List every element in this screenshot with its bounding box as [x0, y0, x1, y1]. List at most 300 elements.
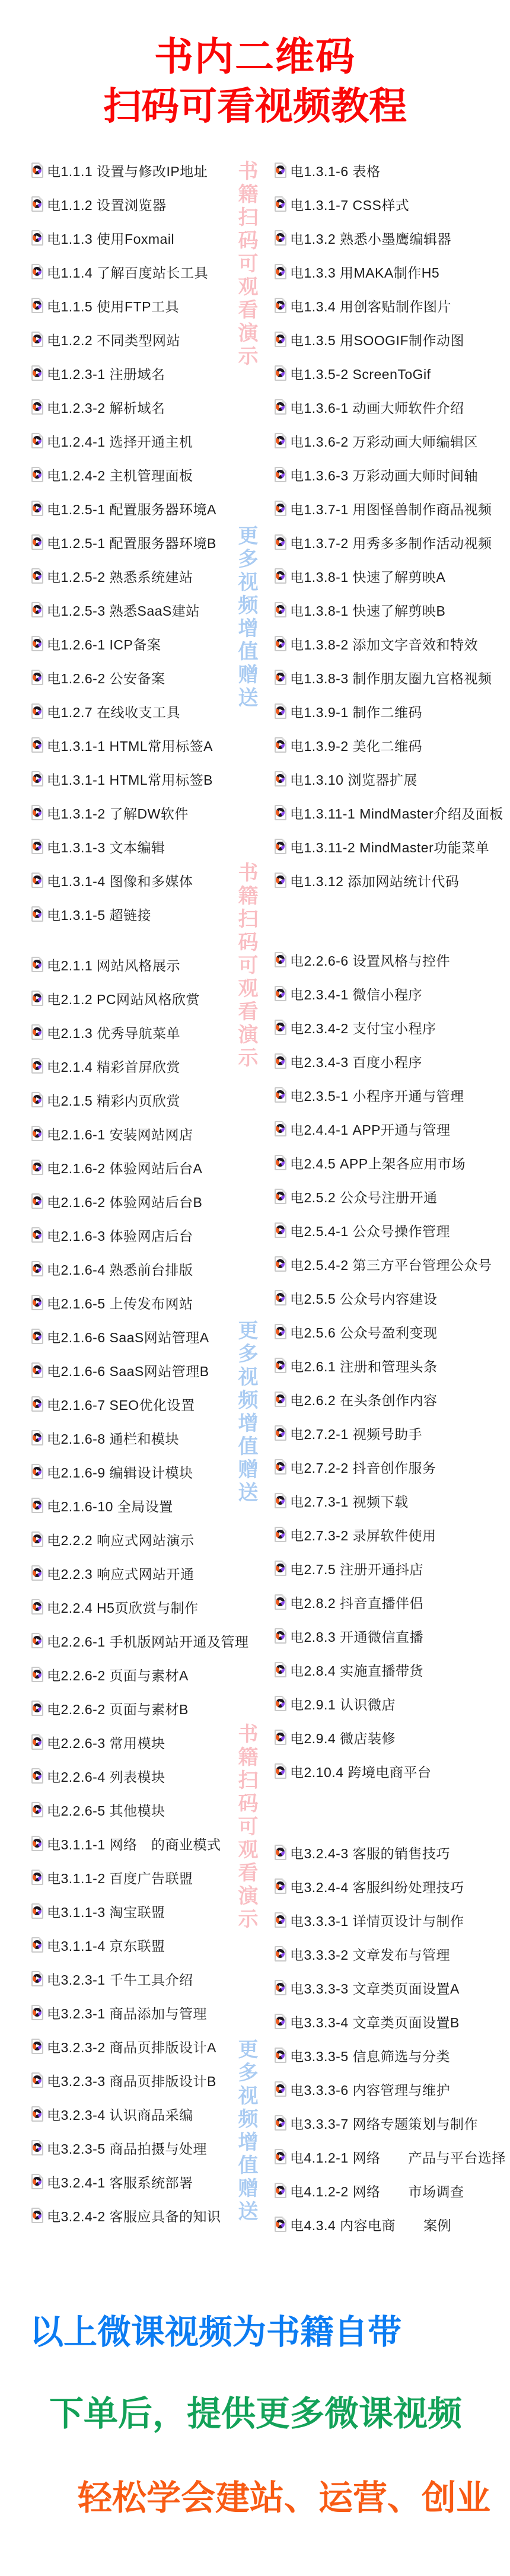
video-file-play-icon — [275, 1155, 286, 1170]
video-file-play-icon — [31, 467, 43, 482]
video-item-row — [275, 559, 445, 593]
video-item-row — [31, 948, 180, 981]
video-item-label: 电1.3.1-6 表格 — [290, 163, 381, 179]
video-file-play-icon — [275, 1358, 286, 1373]
video-item-label: 电3.1.1-4 京东联盟 — [47, 1938, 165, 1954]
video-item-row — [275, 526, 492, 559]
video-file-play-icon — [275, 163, 286, 178]
video-file-play-icon — [275, 1020, 286, 1035]
video-item-row — [31, 897, 151, 931]
video-item-row — [31, 1523, 195, 1556]
video-item-row — [275, 1971, 460, 2004]
video-file-play-icon — [275, 264, 286, 279]
video-file-play-icon — [275, 298, 286, 313]
video-file-play-icon — [31, 670, 43, 685]
video-item-label: 电2.1.5 精彩内页欣赏 — [47, 1093, 181, 1109]
video-item-label: 电1.3.11-1 MindMaster介绍及面板 — [290, 805, 503, 821]
video-item-row — [275, 661, 492, 694]
video-item-label: 电3.2.3-3 商品页排版设计B — [47, 2073, 216, 2089]
video-item-row — [31, 1083, 180, 1116]
video-item-label: 电2.1.6-7 SEO优化设置 — [47, 1397, 195, 1413]
video-item-label: 电2.1.1 网站风格展示 — [47, 957, 181, 973]
video-file-play-icon — [31, 1329, 43, 1344]
video-item-label: 电1.3.4 用创客贴制作图片 — [290, 298, 452, 314]
video-item-label: 电2.2.2 响应式网站演示 — [47, 1532, 195, 1548]
video-item-label: 电2.1.2 PC网站风格欣赏 — [47, 991, 200, 1007]
video-file-play-icon — [275, 332, 286, 347]
video-file-play-icon — [31, 1802, 43, 1817]
video-item-row — [275, 323, 464, 356]
video-item-row — [31, 2199, 221, 2232]
vertical-banner-bonus-videos: 更多视频增值赠送 — [235, 525, 257, 710]
video-item-label: 电2.2.6-6 设置风格与控件 — [290, 953, 450, 969]
video-item-label: 电1.1.5 使用FTP工具 — [47, 298, 179, 314]
video-item-row — [31, 1556, 195, 1590]
video-file-play-icon — [31, 568, 43, 584]
video-item-label: 电2.4.5 APP上架各应用市场 — [290, 1155, 466, 1171]
video-item-row — [31, 982, 200, 1015]
video-file-play-icon — [31, 332, 43, 347]
video-item-label: 电2.5.6 公众号盈利变现 — [290, 1324, 438, 1340]
video-file-play-icon — [31, 2039, 43, 2054]
video-item-label: 电2.4.4-1 APP开通与管理 — [290, 1122, 451, 1138]
video-item-label: 电2.3.4-1 微信小程序 — [290, 986, 422, 1002]
video-item-label: 电1.2.7 在线收支工具 — [47, 704, 181, 720]
video-item-label: 电2.1.6-4 熟悉前台排版 — [47, 1262, 193, 1278]
video-file-play-icon — [31, 2005, 43, 2020]
video-file-play-icon — [275, 636, 286, 651]
video-item-row — [275, 1903, 464, 1937]
video-item-row — [275, 1247, 492, 1281]
video-item-label: 电1.2.5-1 配置服务器环境B — [47, 535, 216, 551]
video-item-label: 电3.1.1-2 百度广告联盟 — [47, 1870, 193, 1886]
video-item-label: 电1.3.2 熟悉小墨鹰编辑器 — [290, 231, 452, 247]
video-file-play-icon — [31, 1464, 43, 1479]
video-file-play-icon — [31, 1126, 43, 1141]
video-item-row — [31, 1793, 165, 1826]
video-item-label: 电1.3.1-7 CSS样式 — [290, 197, 410, 213]
video-file-play-icon — [275, 1628, 286, 1644]
video-item-row — [31, 255, 208, 288]
video-file-play-icon — [275, 1222, 286, 1238]
video-item-label: 电2.1.6-6 SaaS网站管理B — [47, 1363, 209, 1379]
video-file-play-icon — [31, 298, 43, 313]
video-file-play-icon — [275, 1845, 286, 1860]
video-item-row — [275, 1870, 464, 1903]
video-file-play-icon — [275, 2183, 286, 2198]
video-item-label: 电4.3.4 内容电商 案例 — [290, 2217, 452, 2233]
video-item-label: 电2.2.6-4 列表模块 — [47, 1769, 165, 1785]
video-item-row — [275, 492, 492, 525]
video-file-play-icon — [31, 2140, 43, 2155]
video-item-row — [31, 2064, 216, 2097]
video-file-play-icon — [275, 1730, 286, 1745]
video-item-label: 电1.3.6-1 动画大师软件介绍 — [290, 400, 464, 416]
video-file-play-icon — [275, 986, 286, 1001]
video-file-play-icon — [31, 1227, 43, 1243]
video-item-label: 电1.3.5-2 ScreenToGif — [290, 366, 431, 382]
video-file-play-icon — [31, 1734, 43, 1750]
video-file-play-icon — [31, 1903, 43, 1919]
video-item-label: 电1.3.7-1 用图怪兽制作商品视频 — [290, 501, 492, 517]
video-item-label: 电1.2.6-2 公安备案 — [47, 670, 165, 686]
video-item-label: 电3.1.1-1 网络 的商业模式 — [47, 1836, 221, 1852]
video-item-label: 电1.3.5 用SOOGIF制作动图 — [290, 332, 464, 348]
video-item-label: 电2.1.6-8 通栏和模块 — [47, 1431, 179, 1447]
video-file-play-icon — [31, 805, 43, 820]
video-file-play-icon — [275, 703, 286, 719]
video-item-label: 电3.2.3-5 商品拍摄与处理 — [47, 2141, 207, 2157]
video-item-label: 电2.1.6-2 体验网站后台A — [47, 1160, 203, 1176]
video-item-row — [275, 1416, 422, 1450]
video-item-row — [31, 1996, 207, 2029]
video-file-play-icon — [275, 1696, 286, 1711]
video-file-play-icon — [31, 1633, 43, 1648]
video-item-label: 电1.2.4-1 选择开通主机 — [47, 434, 193, 450]
video-item-row — [275, 695, 422, 728]
video-item-label: 电2.3.4-3 百度小程序 — [290, 1054, 422, 1070]
video-item-row — [31, 661, 165, 694]
video-file-play-icon — [31, 1971, 43, 1986]
video-item-row — [31, 695, 180, 728]
video-item-row — [31, 424, 193, 457]
video-file-play-icon — [31, 1058, 43, 1074]
video-file-play-icon — [275, 1121, 286, 1136]
video-item-label: 电2.6.2 在头条创作内容 — [290, 1392, 438, 1408]
footer-note-included: 以上微课视频为书籍自带 — [30, 2313, 401, 2351]
video-item-row — [31, 1489, 173, 1522]
video-item-label: 电1.1.3 使用Foxmail — [47, 231, 175, 247]
video-item-row — [275, 1585, 423, 1619]
video-item-row — [31, 864, 193, 897]
video-file-play-icon — [275, 1946, 286, 1962]
video-item-row — [31, 1117, 193, 1150]
video-item-row — [275, 1836, 450, 1869]
video-item-label: 电3.2.3-2 商品页排版设计A — [47, 2039, 216, 2055]
video-item-row — [275, 762, 417, 795]
video-file-play-icon — [31, 163, 43, 178]
video-item-label: 电2.9.4 微店装修 — [290, 1730, 396, 1746]
video-item-label: 电3.3.3-7 网络专题策划与制作 — [290, 2116, 478, 2132]
video-file-play-icon — [31, 501, 43, 516]
video-item-label: 电1.3.8-1 快速了解剪映A — [290, 569, 446, 585]
video-file-play-icon — [275, 433, 286, 448]
video-file-play-icon — [275, 602, 286, 617]
video-item-row — [275, 424, 478, 457]
video-item-row — [31, 1725, 165, 1759]
video-item-row — [275, 1078, 464, 1112]
page-title-line1: 书内二维码 — [154, 34, 356, 78]
video-item-row — [275, 593, 445, 626]
video-file-play-icon — [275, 1053, 286, 1069]
video-item-label: 电2.7.5 注册开通抖店 — [290, 1561, 424, 1577]
video-file-play-icon — [31, 906, 43, 922]
video-file-play-icon — [275, 1425, 286, 1441]
video-item-row — [275, 1518, 436, 1551]
video-file-play-icon — [275, 1493, 286, 1508]
video-item-row — [31, 559, 193, 593]
video-item-label: 电3.1.1-3 淘宝联盟 — [47, 1904, 165, 1920]
video-item-row — [31, 1894, 165, 1928]
video-file-play-icon — [275, 365, 286, 381]
video-item-row — [275, 1755, 431, 1788]
footer-note-more-videos: 下单后，提供更多微课视频 — [49, 2394, 463, 2433]
video-item-row — [31, 1590, 198, 1623]
video-file-play-icon — [275, 1256, 286, 1272]
video-file-play-icon — [31, 1531, 43, 1547]
video-item-row — [275, 1045, 422, 1078]
video-file-play-icon — [275, 1912, 286, 1928]
video-item-row — [31, 221, 174, 254]
video-item-label: 电1.3.3 用MAKA制作H5 — [290, 265, 440, 281]
video-item-row — [275, 1146, 466, 1179]
video-item-label: 电4.1.2-2 网络 市场调查 — [290, 2183, 464, 2199]
video-item-row — [275, 1383, 438, 1416]
vertical-banner-scan-demo: 书籍扫码可观看演示 — [235, 1723, 257, 1931]
video-item-label: 电1.3.1-3 文本编辑 — [47, 839, 165, 855]
video-item-label: 电1.3.6-2 万彩动画大师编辑区 — [290, 434, 478, 450]
video-file-play-icon — [275, 2217, 286, 2232]
video-item-label: 电2.7.2-1 视频号助手 — [290, 1426, 422, 1442]
video-item-row — [275, 2039, 450, 2072]
video-file-play-icon — [275, 399, 286, 415]
video-item-row — [275, 1214, 450, 1247]
video-item-row — [31, 1861, 193, 1894]
video-item-row — [31, 1218, 193, 1252]
video-item-label: 电1.3.9-2 美化二维码 — [290, 738, 422, 754]
video-item-label: 电2.1.6-9 编辑设计模块 — [47, 1464, 193, 1480]
video-item-label: 电1.3.8-2 添加文字音效和特效 — [290, 636, 478, 652]
video-item-label: 电2.1.6-6 SaaS网站管理A — [47, 1329, 209, 1345]
video-file-play-icon — [275, 952, 286, 967]
video-file-play-icon — [275, 2081, 286, 2097]
video-file-play-icon — [275, 1878, 286, 1894]
video-item-row — [31, 1624, 249, 1657]
video-file-play-icon — [275, 805, 286, 820]
video-item-label: 电1.2.5-2 熟悉系统建站 — [47, 569, 193, 585]
video-item-row — [275, 1687, 396, 1720]
video-item-row — [275, 458, 478, 491]
video-file-play-icon — [275, 534, 286, 550]
video-item-row — [275, 728, 422, 762]
video-item-row — [31, 2097, 193, 2131]
video-item-label: 电2.5.4-2 第三方平台管理公众号 — [290, 1257, 492, 1273]
video-item-label: 电1.1.2 设置浏览器 — [47, 197, 167, 213]
video-item-row — [275, 1281, 438, 1314]
video-item-row — [31, 1015, 180, 1049]
video-file-play-icon — [275, 1087, 286, 1103]
video-file-play-icon — [275, 1561, 286, 1576]
video-item-row — [275, 2208, 451, 2241]
video-item-row — [275, 390, 464, 424]
vertical-banner-scan-demo: 书籍扫码可观看演示 — [235, 862, 257, 1070]
video-item-row — [31, 1354, 209, 1387]
video-item-row — [31, 1049, 180, 1082]
video-item-row — [31, 154, 208, 187]
video-item-row — [31, 323, 180, 356]
video-file-play-icon — [31, 1667, 43, 1682]
video-item-label: 电3.2.3-1 千牛工具介绍 — [47, 1972, 193, 1988]
video-item-label: 电2.7.3-2 录屏软件使用 — [290, 1527, 436, 1543]
video-item-row — [275, 796, 503, 829]
video-item-label: 电2.1.6-3 体验网店后台 — [47, 1228, 193, 1244]
video-item-label: 电1.2.5-3 熟悉SaaS建站 — [47, 603, 200, 619]
video-file-play-icon — [31, 1937, 43, 1953]
video-item-row — [275, 289, 451, 322]
video-item-label: 电1.3.1-5 超链接 — [47, 907, 151, 923]
video-item-label: 电2.1.6-1 安装网站网店 — [47, 1126, 193, 1142]
video-file-play-icon — [275, 1527, 286, 1542]
video-item-row — [275, 1552, 423, 1585]
video-file-play-icon — [31, 2208, 43, 2223]
video-file-play-icon — [31, 2174, 43, 2189]
video-item-label: 电2.2.6-1 手机版网站开通及管理 — [47, 1634, 249, 1650]
video-item-label: 电1.1.1 设置与修改IP地址 — [47, 163, 208, 179]
video-item-row — [275, 1315, 438, 1348]
video-file-play-icon — [275, 1324, 286, 1339]
video-file-play-icon — [275, 196, 286, 212]
video-item-label: 电3.3.3-3 文章类页面设置A — [290, 1980, 460, 1997]
video-file-play-icon — [275, 2014, 286, 2029]
video-item-row — [275, 1011, 436, 1044]
video-file-play-icon — [31, 1261, 43, 1276]
video-item-row — [275, 1721, 396, 1754]
video-item-row — [275, 2072, 450, 2106]
video-item-row — [275, 943, 450, 976]
video-item-row — [31, 390, 165, 424]
video-item-label: 电1.3.6-3 万彩动画大师时间轴 — [290, 467, 478, 483]
video-file-play-icon — [31, 196, 43, 212]
video-item-label: 电1.3.11-2 MindMaster功能菜单 — [290, 839, 490, 855]
video-file-play-icon — [31, 1024, 43, 1040]
video-item-label: 电3.3.3-6 内容管理与维护 — [290, 2082, 450, 2098]
video-item-row — [275, 977, 422, 1010]
video-item-label: 电2.5.4-1 公众号操作管理 — [290, 1223, 450, 1239]
video-item-label: 电2.5.5 公众号内容建设 — [290, 1291, 438, 1307]
video-item-label: 电2.5.2 公众号注册开通 — [290, 1189, 438, 1205]
video-item-label: 电1.2.3-1 注册域名 — [47, 366, 165, 382]
video-item-label: 电1.3.1-2 了解DW软件 — [47, 805, 189, 821]
video-file-play-icon — [31, 2106, 43, 2122]
vertical-banner-bonus-videos: 更多视频增值赠送 — [235, 2039, 257, 2224]
video-item-label: 电2.8.4 实施直播带货 — [290, 1663, 424, 1679]
video-file-play-icon — [31, 264, 43, 279]
video-item-row — [275, 2140, 506, 2173]
video-file-play-icon — [275, 839, 286, 854]
video-file-play-icon — [275, 568, 286, 584]
video-item-row — [31, 593, 200, 626]
video-item-row — [31, 1658, 189, 1691]
video-item-label: 电2.2.6-5 其他模块 — [47, 1803, 165, 1819]
video-file-play-icon — [31, 957, 43, 972]
video-file-play-icon — [275, 2048, 286, 2063]
video-file-play-icon — [275, 1980, 286, 1995]
video-item-label: 电2.1.4 精彩首屏欣赏 — [47, 1059, 181, 1075]
video-item-label: 电1.2.2 不同类型网站 — [47, 332, 181, 348]
video-item-row — [31, 1151, 202, 1184]
video-item-row — [31, 1421, 179, 1454]
video-item-row — [31, 762, 213, 795]
video-item-label: 电3.3.3-4 文章类页面设置B — [290, 2014, 460, 2030]
video-item-label: 电3.3.3-2 文章发布与管理 — [290, 1947, 450, 1963]
video-item-label: 电3.3.3-1 详情页设计与制作 — [290, 1913, 464, 1929]
video-file-play-icon — [31, 1193, 43, 1209]
video-item-label: 电2.6.1 注册和管理头条 — [290, 1358, 438, 1374]
video-item-label: 电2.10.4 跨境电商平台 — [290, 1764, 432, 1780]
video-file-play-icon — [275, 873, 286, 888]
video-item-row — [31, 1928, 165, 1962]
video-file-play-icon — [31, 2072, 43, 2088]
video-item-label: 电1.2.3-2 解析域名 — [47, 400, 165, 416]
video-item-label: 电2.2.6-2 页面与素材A — [47, 1667, 189, 1683]
video-item-row — [275, 1349, 438, 1382]
video-item-label: 电2.2.3 响应式网站开通 — [47, 1566, 195, 1582]
video-item-row — [31, 627, 161, 660]
video-item-row — [31, 1827, 221, 1860]
video-item-row — [275, 187, 409, 221]
video-file-play-icon — [31, 230, 43, 246]
video-item-row — [275, 1484, 409, 1517]
video-item-row — [31, 1387, 195, 1421]
video-item-label: 电3.2.4-3 客服的销售技巧 — [290, 1845, 450, 1861]
video-file-play-icon — [31, 1768, 43, 1784]
video-file-play-icon — [31, 534, 43, 550]
video-item-row — [31, 458, 193, 491]
video-file-play-icon — [31, 433, 43, 448]
video-item-label: 电3.2.4-1 客服系统部署 — [47, 2174, 193, 2190]
video-file-play-icon — [31, 1498, 43, 1513]
video-file-play-icon — [275, 670, 286, 685]
video-item-row — [275, 2174, 464, 2207]
video-file-play-icon — [275, 1459, 286, 1475]
video-file-play-icon — [31, 1430, 43, 1445]
video-file-play-icon — [31, 771, 43, 787]
video-item-row — [275, 830, 489, 863]
video-item-label: 电3.3.3-5 信息筛选与分类 — [290, 2048, 450, 2064]
video-file-play-icon — [275, 1290, 286, 1305]
video-file-play-icon — [275, 1594, 286, 1610]
video-item-row — [31, 1252, 193, 1285]
video-file-play-icon — [31, 1701, 43, 1716]
video-file-play-icon — [31, 1160, 43, 1175]
video-file-play-icon — [31, 636, 43, 651]
video-item-label: 电2.1.6-2 体验网站后台B — [47, 1194, 203, 1210]
video-item-row — [275, 255, 439, 288]
video-item-row — [31, 492, 216, 525]
vertical-banner-bonus-videos: 更多视频增值赠送 — [235, 1320, 257, 1505]
video-file-play-icon — [31, 399, 43, 415]
video-item-row — [31, 289, 179, 322]
video-file-play-icon — [275, 1189, 286, 1204]
video-item-label: 电1.3.9-1 制作二维码 — [290, 704, 422, 720]
video-item-label: 电2.7.2-2 抖音创作服务 — [290, 1460, 436, 1476]
video-file-play-icon — [31, 1870, 43, 1885]
video-item-row — [275, 1937, 450, 1970]
vertical-banner-scan-demo: 书籍扫码可观看演示 — [235, 160, 257, 368]
video-item-label: 电2.3.5-1 小程序开通与管理 — [290, 1088, 464, 1104]
video-item-row — [275, 154, 381, 187]
video-file-play-icon — [275, 230, 286, 246]
page-title-line2: 扫码可看视频教程 — [103, 85, 407, 128]
video-item-row — [31, 1692, 189, 1725]
video-item-row — [31, 1455, 193, 1488]
video-item-row — [31, 2165, 193, 2198]
video-item-label: 电1.3.1-1 HTML常用标签B — [47, 772, 213, 788]
video-item-label: 电1.3.10 浏览器扩展 — [290, 772, 417, 788]
video-item-row — [275, 864, 459, 897]
video-file-play-icon — [275, 1763, 286, 1779]
video-file-play-icon — [275, 737, 286, 753]
